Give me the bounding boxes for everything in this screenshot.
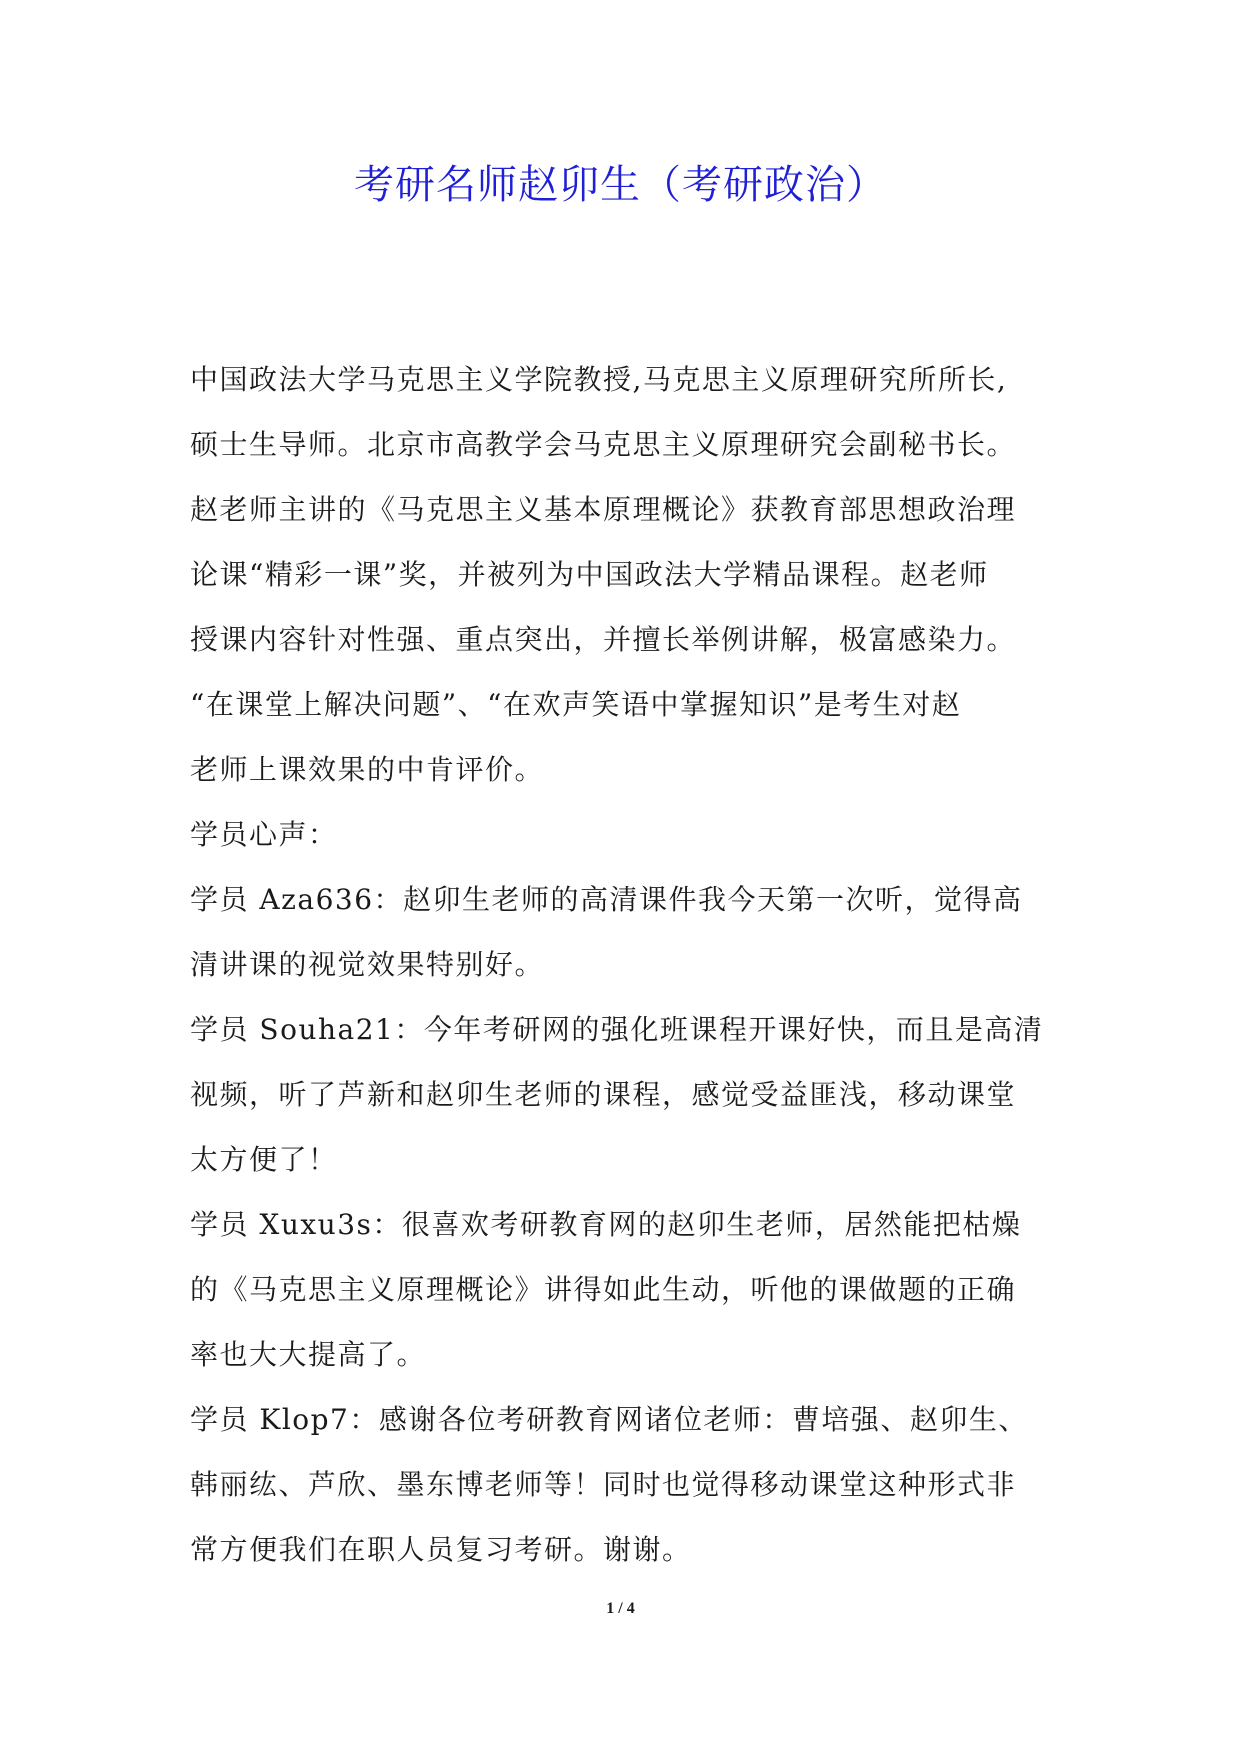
document-body [190,347,1070,1582]
page-number: 1 / 4 [606,1600,635,1617]
body-line: “在课堂上解决问题”、“在欢声笑语中掌握知识”是考生对赵 [190,688,962,721]
testimonial-line: 学员 Klop7：感谢各位考研教育网诸位老师：曹培强、赵卯生、 [190,1403,1028,1436]
testimonial-line: 常方便我们在职人员复习考研。谢谢。 [190,1533,692,1566]
body-line: 硕士生导师。北京市高教学会马克思主义原理研究会副秘书长。 [190,428,1017,461]
body-line: 赵老师主讲的《马克思主义基本原理概论》获教育部思想政治理 [190,493,1017,526]
testimonial-line: 太方便了！ [190,1143,338,1176]
body-line: 中国政法大学马克思主义学院教授,马克思主义原理研究所所长, [190,363,1008,396]
testimonial-line: 学员 Souha21：今年考研网的强化班课程开课好快，而且是高清 [190,1013,1044,1046]
testimonial-line: 清讲课的视觉效果特别好。 [190,948,545,981]
testimonial-line: 学员 Xuxu3s：很喜欢考研教育网的赵卯生老师，居然能把枯燥 [190,1208,1022,1241]
body-line: 论课“精彩一课”奖，并被列为中国政法大学精品课程。赵老师 [190,558,989,591]
testimonial-line: 率也大大提高了。 [190,1338,427,1371]
testimonial-line: 韩丽纮、芦欣、墨东博老师等！同时也觉得移动课堂这种形式非 [190,1468,1017,1501]
testimonial-line: 的《马克思主义原理概论》讲得如此生动，听他的课做题的正确 [190,1273,1017,1306]
testimonial-line: 学员 Aza636：赵卯生老师的高清课件我今天第一次听，觉得高 [190,883,1023,916]
section-heading: 学员心声： [190,818,338,851]
body-line: 授课内容针对性强、重点突出，并擅长举例讲解，极富感染力。 [190,623,1017,656]
document-title: 考研名师赵卯生（考研政治） [354,162,887,208]
body-line: 老师上课效果的中肯评价。 [190,753,545,786]
testimonial-line: 视频，听了芦新和赵卯生老师的课程，感觉受益匪浅，移动课堂 [190,1078,1017,1111]
